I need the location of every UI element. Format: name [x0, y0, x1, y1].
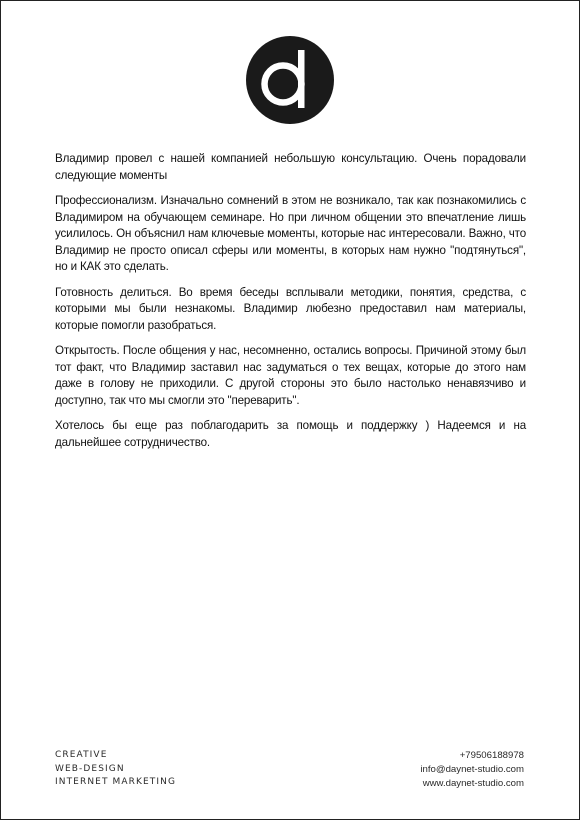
letter-paragraph: Хотелось бы еще раз поблагодарить за помощь и поддержку ) Надеемся и на дальнейшее сотрудничество. — [55, 419, 526, 449]
footer-services — [55, 749, 176, 790]
contact-website: www.daynet-studio.com — [422, 778, 524, 789]
service-label-internet-marketing: INTERNET MARKETING — [55, 777, 177, 787]
service-label-creative: CREATIVE — [55, 750, 108, 760]
letter-paragraph: Открытость. После общения у нас, несомненно, остались вопросы. Причиной этому был тот факт, что Владимир заставил нас задуматься о тех вещах, которые до этого нам даже в голову не приходили. С другой стороны это было настолько ненавязчиво и доступно, так что мы смогли это "переварить". — [55, 344, 526, 407]
contact-phone: +79506188978 — [459, 750, 524, 761]
letter-body — [55, 151, 526, 460]
daynet-logo-d-icon — [245, 35, 335, 125]
company-logo — [245, 35, 335, 125]
footer-contacts — [420, 749, 524, 791]
service-label-web-design: WEB-DESIGN — [55, 763, 125, 774]
letter-paragraph: Профессионализм. Изначально сомнений в этом не возникало, так как познакомились с Владимиром на обучающем семинаре. Но при личном общении это впечатление лишь усилилось. Он объяснил нам ключевые моменты, которые нас интересовали. Важно, что Владимир не просто описал сферы или моменты, в которых нам нужно "подтянуться", но и КАК это сделать. — [55, 194, 526, 273]
letter-paragraph: Владимир провел с нашей компанией небольшую консультацию. Очень порадовали следующие моменты — [55, 152, 526, 182]
letter-paragraph: Готовность делиться. Во время беседы всплывали методики, понятия, средства, с которыми мы были незнакомы. Владимир любезно предоставил нам материалы, которые помогли разобраться. — [55, 285, 526, 332]
contact-email: info@daynet-studio.com — [420, 764, 524, 775]
